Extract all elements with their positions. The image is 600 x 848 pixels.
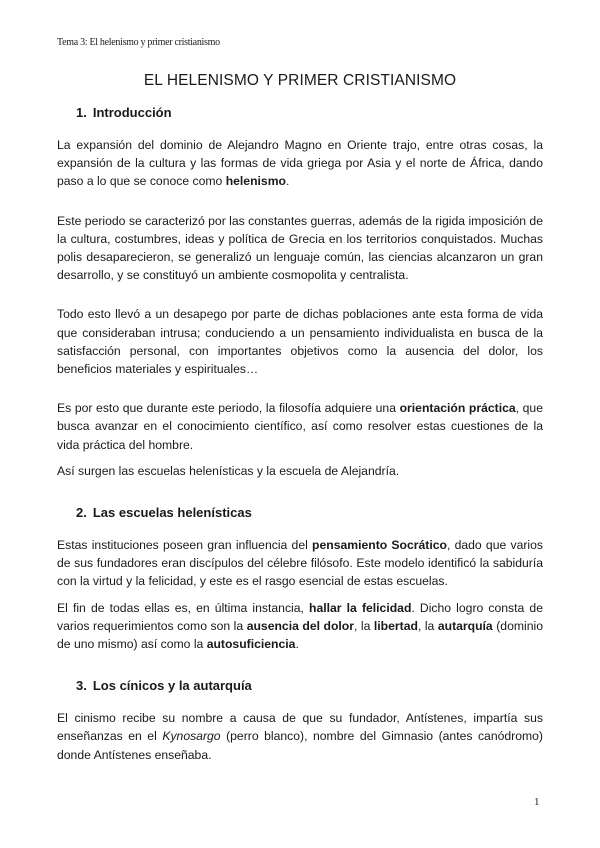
text-run: El cinismo recibe su nombre a causa de que su fundador, Antístenes, impartía sus enseñanzas en el: [57, 711, 543, 744]
text-run: , dado que varios de sus fundadores eran discípulos del célebre filósofo. Este modelo identificó la sabiduría con la virtud y la felicidad, y este es el rasgo esencial de estas escuelas.: [57, 538, 543, 589]
section-heading-escuelas: [57, 504, 543, 522]
bold-term: autosuficiencia: [206, 637, 296, 652]
bold-term: helenismo: [225, 174, 286, 189]
section-number: 2.: [76, 505, 87, 521]
text-run: , la: [417, 618, 438, 633]
text-run: (perro blanco), nombre del Gimnasio (antes canódromo) donde Antístenes enseñaba.: [57, 729, 543, 762]
text-run: La expansión del dominio de Alejandro Magno en Oriente trajo, entre otras cosas, la expansión de la cultura y las formas de vida griega por Asia y el norte de África, dando paso a lo que se conoce como: [57, 138, 543, 189]
running-header: Tema 3: El helenismo y primer cristianismo: [57, 37, 220, 48]
text-run: .: [285, 174, 290, 189]
paragraph: [57, 305, 543, 378]
text-run: (dominio de uno mismo) así como la: [57, 618, 543, 652]
page-number: 1: [534, 796, 540, 808]
text-run: .: [295, 637, 299, 652]
paragraph: [57, 536, 543, 591]
text-run: , la: [353, 618, 374, 633]
section-heading-introduccion: [57, 104, 543, 122]
paragraph: [57, 399, 543, 454]
text-run: Este periodo se caracterizó por las constantes guerras, además de la rigida imposición de la cultura, costumbres, ideas y política de Grecia en los territorios conquistados. Muchas polis desaparecieron, se generalizó un lenguaje común, las ciencias alcanzaron un gran desarrollo, y se constituyó un ambiente cosmopolita y centralista.: [57, 213, 543, 283]
bold-term: pensamiento Socrático: [312, 538, 447, 553]
text-run: . Dicho logro consta de varios requerimientos como son la: [57, 600, 543, 633]
italic-term: Kynosargo: [162, 729, 221, 744]
paragraph: [57, 136, 543, 191]
bold-term: ausencia del dolor: [246, 618, 354, 633]
section-number: 3.: [76, 678, 87, 694]
text-run: Todo esto llevó a un desapego por parte de dichas poblaciones ante esta forma de vida que consideraban intrusa; conduciendo a un pensamiento individualista en busca de la satisfacción personal, con importantes objetivos como la ausencia del dolor, los beneficios materiales y espirituales…: [57, 307, 543, 377]
section-heading-cinicos: [57, 677, 543, 695]
bold-term: autarquía: [437, 618, 493, 633]
text-run: Así surgen las escuelas helenísticas y la escuela de Alejandría.: [57, 463, 400, 478]
paragraph: [57, 599, 543, 654]
text-run: , que busca avanzar en el conocimiento científico, así como resolver estas cuestiones de la vida práctica del hombre.: [57, 401, 543, 452]
bold-term: orientación práctica: [399, 401, 516, 416]
document-title: EL HELENISMO Y PRIMER CRISTIANISMO: [143, 72, 457, 89]
text-run: Es por esto que durante este periodo, la filosofía adquiere una: [57, 401, 400, 416]
section-number: 1.: [76, 105, 87, 120]
paragraph: [57, 462, 543, 480]
text-run: El fin de todas ellas es, en última instancia,: [57, 600, 310, 615]
section-title: Introducción: [92, 105, 172, 120]
section-title: Las escuelas helenísticas: [92, 505, 252, 521]
paragraph: [57, 709, 543, 764]
paragraph: [57, 212, 543, 285]
text-run: Estas instituciones poseen gran influencia del: [57, 538, 313, 553]
bold-term: hallar la felicidad: [309, 600, 412, 615]
document-body: [57, 104, 543, 764]
section-title: Los cínicos y la autarquía: [92, 678, 252, 694]
bold-term: libertad: [373, 618, 418, 633]
